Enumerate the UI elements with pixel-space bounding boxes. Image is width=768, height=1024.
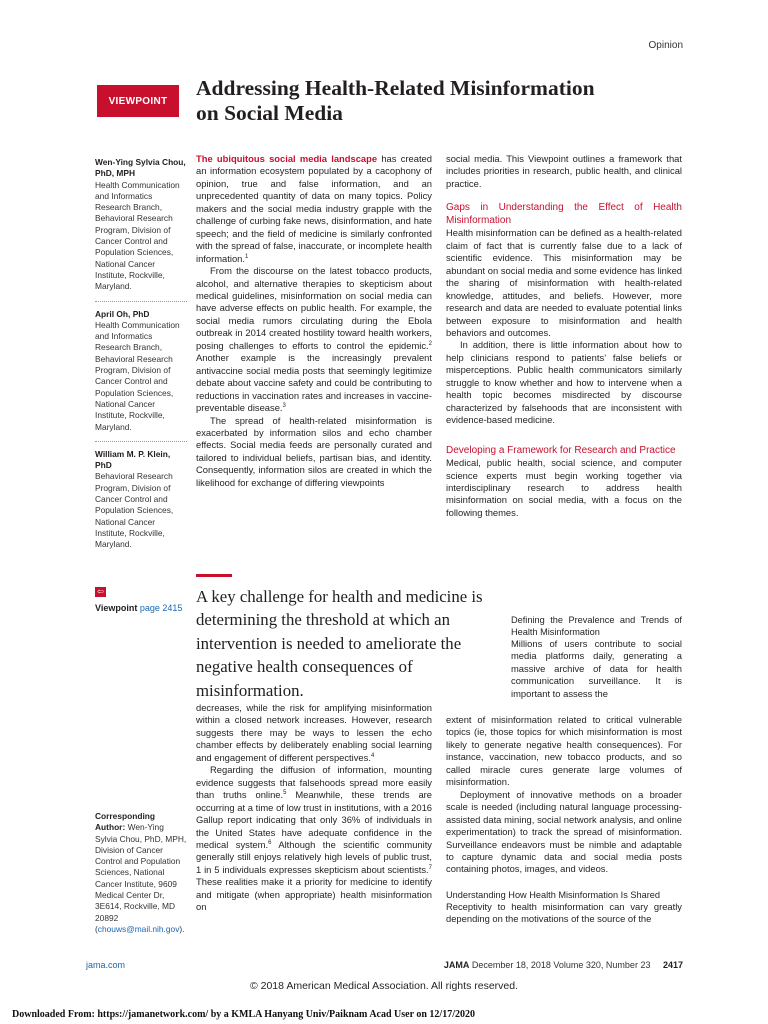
section-heading: Developing a Framework for Research and Practice [446,444,676,456]
related-viewpoint-link[interactable] [95,586,190,613]
corresponding-author [95,811,187,935]
paragraph: Medical, public health, social science, and computer science experts must begin working together via interdisciplinary research to address health misinformation on social media, with a focus on the following themes. [446,457,682,518]
issue-info: December 18, 2018 Volume 320, Number 23 [471,960,651,970]
reference-mark[interactable]: 2 [428,340,432,347]
body-column-2-continued [446,714,682,926]
site-link[interactable]: jama.com [86,960,126,970]
title-line-1: Addressing Health-Related Misinformation [196,76,595,100]
paragraph: extent of misinformation related to critical vulnerable topics (ie, those topics for which misinformation is most likely to generate negative health consequences). For instance, vaccination, new tobacco products, and so called miracle cures generate large volumes of misinformation. [446,714,682,788]
reference-mark[interactable]: 3 [282,402,286,409]
subsection-heading: Defining the Prevalence and Trends of Health Misinformation [511,615,682,637]
reference-mark[interactable]: 6 [268,839,272,846]
reference-mark[interactable]: 4 [370,752,375,759]
paragraph: The ubiquitous social media landscape has created an information ecosystem populated by a cacophony of opinion, true and false information, and an unprecedented quantity of data on many topics. Policy makers and the social media industry grapple with the challenge of curbing fake news, disinformation, and hate speech; and the field of medicine is similarly confronted with the spread of false, inaccurate, or incomplete health information.$^1$ [196,153,432,264]
author-name: April Oh, PhD [95,308,150,319]
section-label: Opinion [648,40,683,51]
reference-mark[interactable]: 5 [283,790,287,797]
arrow-left-icon: ⇦ [95,587,106,597]
paragraph: The spread of health-related misinformation is exacerbated by information silos and echo chamber effects. Social media feeds are personally curated and tailored to individual beliefs, partisan bias, and identity. Consequently, information silos are created in which the likelihood for exchange of differing viewpoints [196,414,432,488]
related-viewpoint-page[interactable]: page 2415 [139,603,183,613]
copyright: © 2018 American Medical Association. All rights reserved. [249,980,519,992]
author-block [95,309,187,442]
author-name: Wen-Ying Sylvia Chou, PhD, MPH [95,157,186,179]
corresponding-label: Corresponding Author: [95,811,156,833]
author-list [95,157,187,566]
related-viewpoint-label: Viewpoint [95,603,138,613]
title-line-2: on Social Media [196,101,343,125]
reference-mark[interactable]: 1 [244,253,249,260]
corresponding-close: ). [179,923,185,934]
author-affiliation: Health Communication and Informatics Research Branch, Behavioral Research Program, Division of Cancer Control and Population Sciences, National Cancer Institute, Rockville, Maryland. [95,319,180,432]
section-heading: Gaps in Understanding the Effect of Health Misinformation [446,202,682,226]
paragraph: Health misinformation can be defined as a health-related claim of fact that is currently false due to a lack of scientific evidence. This misinformation may be abundant on social media and some evidence has linked the sharing of misinformation with health-related knowledge, attitudes, and beliefs. However, more research and data are needed to evaluate potential links between exposure to misinformation and health behaviors and outcomes. [446,227,682,338]
author-affiliation: Health Communication and Informatics Research Branch, Behavioral Research Program, Division of Cancer Control and Population Sciences, National Cancer Institute, Rockville, Maryland. [95,179,180,292]
paragraph: Receptivity to health misinformation can vary greatly depending on the motivations of the source of the [446,900,682,925]
paragraph: Deployment of innovative methods on a broader scale is needed (including natural language processing-assisted data mining, social network analysis, and online experimentation) to track the spread of misinformation. Surveillance endeavors must be nimble and adaptable to capture dynamic data and social media posts containing photos, images, and videos. [446,788,682,875]
paragraph: In addition, there is little information about how to help clinicians respond to patients’ false beliefs or misperceptions. Public health communicators similarly struggle to know whether and how to intervene when a health topic becomes misdirected by discourse characterized by falsehoods that are inconsistent with evidence-based medicine. [446,339,682,426]
corresponding-email[interactable]: chouws@mail.nih.gov [97,923,180,934]
article-title [196,76,696,126]
author-name: William M. P. Klein, PhD [95,448,171,471]
body-column-1-continued [196,702,432,914]
journal-footer [444,960,683,970]
paragraph: decreases, while the risk for amplifying misinformation within a closed network increases. However, research suggests there may be ways to lessen the echo chamber effects by deliberately enabling social learning and engagement of different perspectives.$^4$ [196,702,432,763]
corresponding-text: Wen-Ying Sylvia Chou, PhD, MPH, Division of Cancer Control and Population Sciences, National Cancer Institute, 9609 Medical Center Dr, 3E614, Rockville, MD 20892 ( [95,822,187,934]
subsection [511,614,682,700]
author-block [95,449,187,559]
reference-mark[interactable]: 7 [428,864,432,871]
author-affiliation: Behavioral Research Program, Division of Cancer Control and Population Sciences, National Cancer Institute, Rockville, Maryland. [95,471,174,550]
body-column-1 [196,153,432,489]
subsection-heading: Understanding How Health Misinformation Is Shared [446,889,660,900]
paragraph: Millions of users contribute to social media platforms daily, generating a massive archive of data for health communication surveillance. It is important to assess the [511,638,682,699]
paragraph: From the discourse on the latest tobacco products, alcohol, and alternative therapies to skepticism about medical guidelines, misinformation on social media can have adverse effects on public health. For example, the social media rumors circulating during the Ebola outbreak in 2014 created hostility toward health workers, posing challenges to efforts to control the epidemic.$^2$ Another example is the increasingly prevalent antivaccine social media posts that seemingly legitimize debate about vaccine safety and could be contributing to reductions in vaccination rates and increases in vaccine-preventable disease.$^3$ [196,265,432,414]
body-column-2 [446,153,682,519]
pull-quote: A key challenge for health and medicine is determining the threshold at which an intervention is needed to ameliorate the negative health consequences of misinformation. [196,587,483,700]
lead-in: The ubiquitous social media landscape [196,153,378,164]
paragraph: social media. This Viewpoint outlines a framework that includes priorities in research, public health, and clinical practice. [446,153,682,189]
viewpoint-tag: VIEWPOINT [97,85,179,117]
journal-name: JAMA [443,960,470,970]
paragraph: Regarding the diffusion of information, mounting evidence suggests that falsehoods spread more easily than truths online.$^5$ Meanwhile, these trends are occurring at a time of low trust in institutions, with a 2016 Gallup report indicating that only 36% of individuals in the United States have adequate confidence in the medical system.$^6$ Although the scientific community generally still enjoys relatively high levels of public trust, 1 in 5 individuals expresses skepticism about scientists.$^7$ These realities make it a priority for medicine to identify and mitigate (when appropriate) health misinformation on [196,764,432,913]
author-block [95,157,187,302]
page-number: 2417 [662,960,683,970]
download-notice: Downloaded From: https://jamanetwork.com/ by a KMLA Hanyang Univ/Paiknam Acad User on 12/17/2020 [12,1009,475,1020]
pull-quote-rule [196,574,232,577]
